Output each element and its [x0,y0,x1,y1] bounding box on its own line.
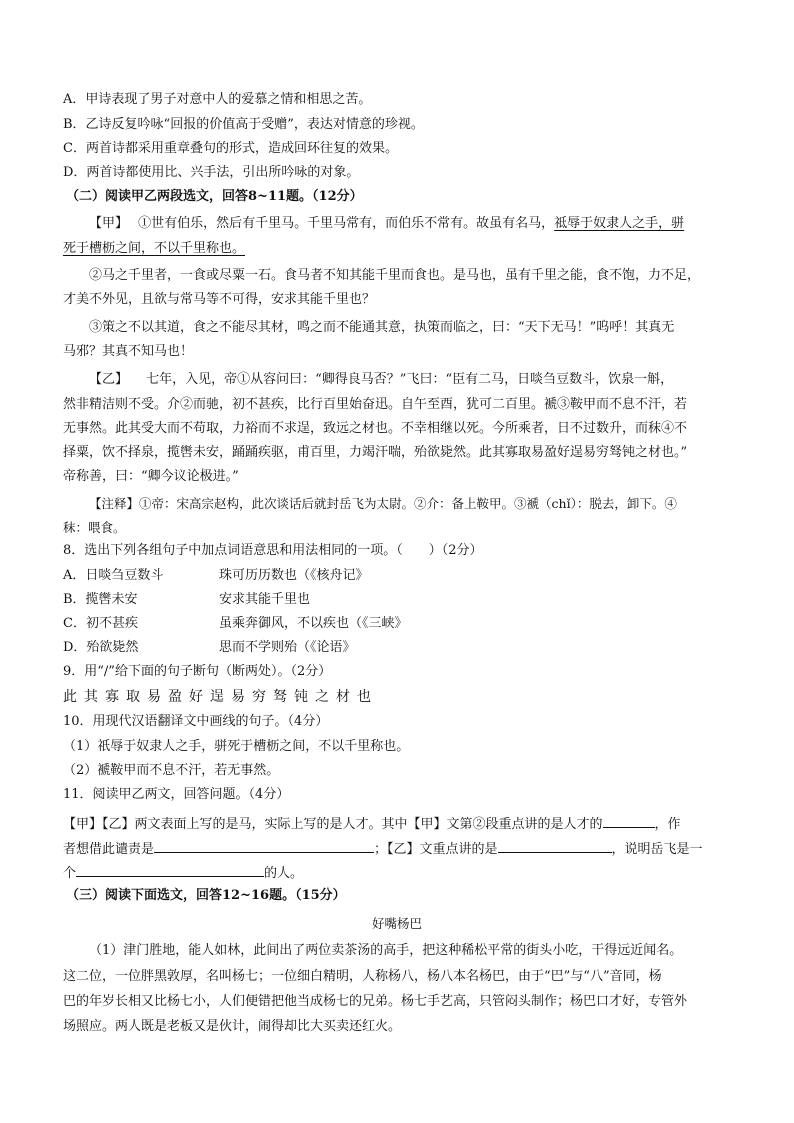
notes-tag: 【注释】 [89,496,140,511]
q11-text-1: 【甲】【乙】两文表面上写的是马，实际上写的是人才。其中【甲】文第②段重点讲的是人才的 [63,817,603,832]
yi-line-5: 帝称善，曰：“卿今议论极进。” [63,469,239,484]
q7-option-b: B．乙诗反复吟咏“回报的价值高于受赠”，表达对情意的珍视。 [63,117,424,132]
q8-option-a-left: A．日啖刍豆数斗 [63,568,164,583]
notes-line-1 [89,494,789,514]
notes-text-1: ①帝：宋高宗赵构，此次谈话后就封岳飞为太尉。②介：备上鞍甲。③褫（chǐ）：脱去，卸下。④ [139,496,677,511]
jia-paragraph-2-line-1: ②马之千里者，一食或尽粟一石。食马者不知其能千里而食也。是马也，虽有千里之能，食不饱，力不足， [89,268,701,283]
q7-option-d: D．两首诗都使用比、兴手法，引出所吟咏的对象。 [63,165,360,180]
q11-blank-2[interactable] [154,838,374,853]
q11-text-2b: ；【乙】文重点讲的是 [374,842,498,857]
q9-stem: 9．用“/”给下面的句子断句（断两处）。（2分） [63,664,332,679]
jia-paragraph-2-line-2: 才美不外见，且欲与常马等不可得，安求其能千里也？ [63,292,376,307]
yi-line-2: 然非精洁则不受。介②而驰，初不甚疾，比行百里始奋迅。自午至酉，犹可二百里。褫③鞍甲而不息不汗，若 [63,397,688,412]
yi-text-1: 七年，入见，帝①从容问曰：“卿得良马否？”飞曰：“臣有二马，日啖刍豆数斗，饮泉一斛， [146,372,674,387]
q7-option-a: A．甲诗表现了男子对意中人的爱慕之情和相思之苦。 [63,92,372,107]
section3-p1-line-2: 这二位，一位胖黑敦厚，名叫杨七；一位细白精明，人称杨八，杨八本名杨巴，由于“巴”与“八”音同，杨 [63,969,662,984]
q11-text-2c: ，说明岳飞是一 [611,842,703,857]
section3-p1-line-4: 场照应。两人既是老板又是伙计，闹得却比大买卖还红火。 [63,1019,402,1034]
q8-option-c-left: C．初不甚疾 [63,616,138,631]
q8-option-b-right: 安求其能千里也 [219,592,311,607]
q11-blank-1[interactable] [603,813,655,828]
jia-paragraph-3-line-1: ③策之不以其道，食之不能尽其材，鸣之而不能通其意，执策而临之，曰：“天下无马！”呜呼！其真无 [89,320,675,335]
section3-heading: （三）阅读下面选文，回答12~16题。（15分） [66,888,346,903]
q9-sentence: 此其寡取易盈好逞易穷驽钝之材也 [63,689,378,705]
jia-p1-text: ①世有伯乐，然后有千里马。千里马常有，而伯乐不常有。故虽有名马， [138,216,555,231]
yi-line-1 [89,370,789,390]
q8-option-d [63,638,763,658]
jia-underlined-sentence-2: 死于槽枥之间，不以千里称也。 [63,241,246,256]
passage-title: 好嘴杨巴 [371,916,422,931]
q11-text-2a: 者想借此谴责是 [63,842,155,857]
q8-option-b-left: B．揽辔未安 [63,592,138,607]
q8-option-c-right: 虽乘奔御风，不以疾也（《三峡》 [219,616,408,631]
q11-blank-3[interactable] [498,838,612,853]
q8-option-c [63,614,763,634]
q11-text-3a: 个 [63,866,77,881]
jia-paragraph-1-cont [63,239,763,259]
q8-option-d-left: D．殆欲毙然 [63,640,139,655]
yi-line-4: 择粟，饮不择泉，揽辔未安，踊踊疾驱，甫百里，力竭汗喘，殆欲毙然。此其寡取易盈好逞易穷驽钝之材也。” [63,445,688,460]
notes-line-2: 秣：喂食。 [63,520,126,535]
q11-stem: 11．阅读甲乙两文，回答问题。（4分） [63,787,290,802]
jia-tag: 【甲】 [89,216,129,231]
q11-line-3 [63,862,763,884]
yi-tag: 【乙】 [89,372,129,387]
q7-option-c: C．两首诗都采用重章叠句的形式，造成回环往复的效果。 [63,141,398,156]
q8-stem: 8．选出下列各组句子中加点词语意思和用法相同的一项。（ ）（2分） [63,543,483,558]
q11-text-3b: 的人。 [264,866,304,881]
q10-stem: 10．用现代汉语翻译文中画线的句子。（4分） [63,714,329,729]
q8-option-d-right: 思而不学则殆（《论语》 [219,640,356,655]
q8-option-a-right: 珠可历历数也（《核舟记》 [219,568,369,583]
jia-paragraph-1 [89,214,789,234]
q11-line-1 [63,813,763,835]
section3-p1-line-3: 巴的年岁长相又比杨七小，人们便错把他当成杨七的兄弟。杨七手艺高，只管闷头制作；杨巴口才好，专管外 [63,994,688,1009]
section2-heading: （二）阅读甲乙两段选文，回答8~11题。（12分） [66,189,363,204]
jia-underlined-sentence-1: 祗辱于奴隶人之手，骈 [554,216,685,231]
q11-line-2 [63,838,763,860]
section3-p1-line-1: （1）津门胜地，能人如林，此间出了两位卖茶汤的高手，把这种稀松平常的街头小吃，干得远近闻名。 [89,943,683,958]
q10-sentence-2: （2）褫鞍甲而不息不汗，若无事然。 [63,763,280,778]
q11-text-1-end: ，作 [654,817,681,832]
q10-sentence-1: （1）祇辱于奴隶人之手，骈死于槽枥之间，不以千里称也。 [63,739,410,754]
q8-option-a [63,566,763,586]
q11-blank-4[interactable] [76,862,264,877]
yi-line-3: 无事然。此其受大而不苟取，力裕而不求逞，致远之材也。不幸相继以死。今所乘者，日不过数升，而秣④不 [63,421,688,436]
jia-paragraph-3-line-2: 马邪？其真不知马也！ [63,344,194,359]
q8-option-b [63,590,763,610]
